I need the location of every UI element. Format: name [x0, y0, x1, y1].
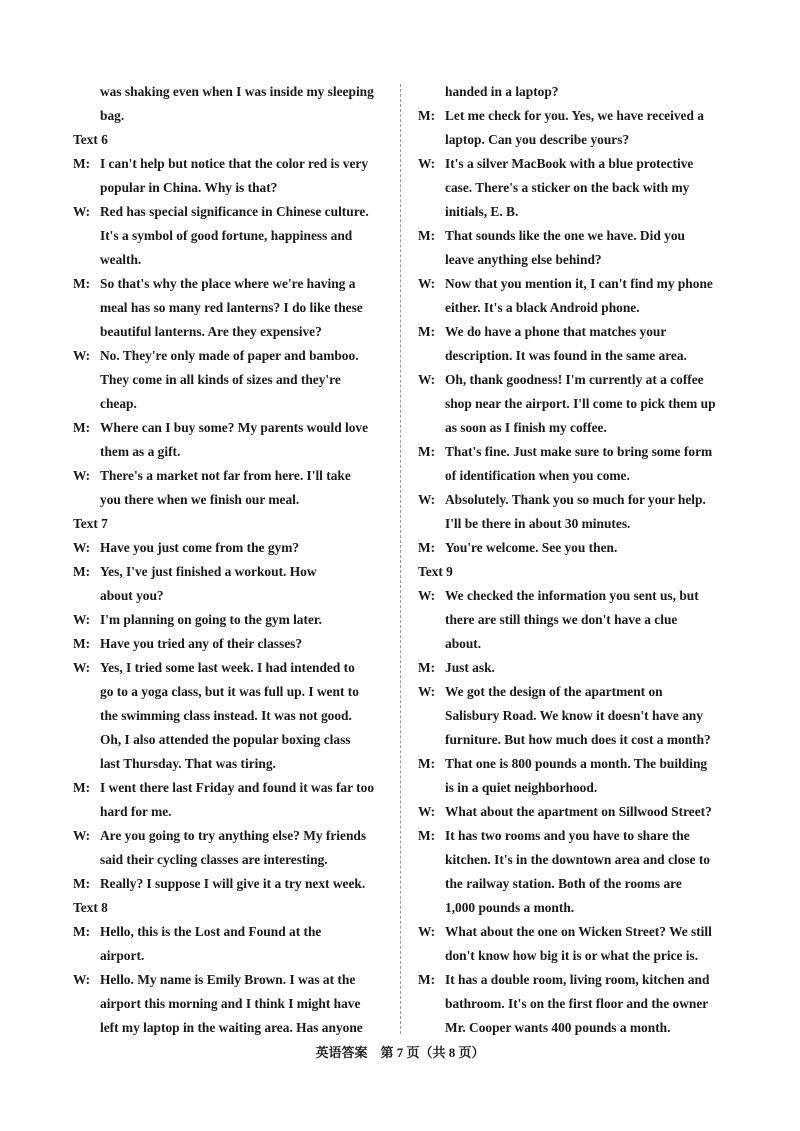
speaker-label: M:	[418, 660, 436, 675]
dialogue-continuation: Mr. Cooper wants 400 pounds a month.	[445, 1020, 671, 1035]
section-heading: Text 8	[73, 900, 108, 915]
dialogue-text: Absolutely. Thank you so much for your help.	[445, 492, 706, 507]
dialogue-continuation: shop near the airport. I'll come to pick them up	[445, 396, 716, 411]
speaker-label: W:	[73, 468, 91, 483]
dialogue-continuation: them as a gift.	[100, 444, 181, 459]
dialogue-line	[73, 536, 385, 560]
dialogue-line	[73, 152, 385, 176]
dialogue-line	[73, 272, 385, 296]
dialogue-text: Red has special significance in Chinese culture.	[100, 204, 369, 219]
dialogue-continuation: go to a yoga class, but it was full up. I went to	[100, 684, 359, 699]
dialogue-line	[73, 824, 385, 848]
dialogue-line	[73, 560, 385, 584]
dialogue-text: Oh, thank goodness! I'm currently at a coffee	[445, 372, 704, 387]
dialogue-line	[418, 920, 728, 944]
dialogue-text: Yes, I've just finished a workout. How	[100, 564, 317, 579]
dialogue-continuation: is in a quiet neighborhood.	[445, 780, 598, 795]
dialogue-line	[73, 656, 385, 680]
dialogue-text: That's fine. Just make sure to bring some form	[445, 444, 713, 459]
dialogue-line	[418, 584, 728, 608]
dialogue-line	[73, 776, 385, 800]
dialogue-continuation: hard for me.	[100, 804, 172, 819]
dialogue-line	[418, 152, 728, 176]
dialogue-continuation: left my laptop in the waiting area. Has anyone	[100, 1020, 363, 1035]
dialogue-continuation: the swimming class instead. It was not good.	[100, 708, 352, 723]
dialogue-text: I went there last Friday and found it was far too	[100, 780, 375, 795]
speaker-label: M:	[73, 420, 91, 435]
speaker-label: W:	[418, 588, 436, 603]
section-heading: Text 7	[73, 516, 108, 531]
dialogue-line	[418, 224, 728, 248]
speaker-label: W:	[418, 684, 436, 699]
dialogue-line	[418, 656, 728, 680]
dialogue-line	[418, 440, 728, 464]
dialogue-continuation: It's a symbol of good fortune, happiness and	[100, 228, 353, 243]
dialogue-line	[73, 632, 385, 656]
dialogue-continuation: about you?	[100, 588, 164, 603]
dialogue-text: Have you tried any of their classes?	[100, 636, 303, 651]
speaker-label: M:	[418, 444, 436, 459]
speaker-label: M:	[418, 828, 436, 843]
speaker-label: M:	[73, 636, 91, 651]
dialogue-line	[418, 536, 728, 560]
dialogue-continuation: don't know how big it is or what the price is.	[445, 948, 699, 963]
dialogue-line	[418, 368, 728, 392]
speaker-label: W:	[73, 660, 91, 675]
speaker-label: W:	[73, 612, 91, 627]
dialogue-continuation: last Thursday. That was tiring.	[100, 756, 276, 771]
dialogue-text: What about the apartment on Sillwood Street?	[445, 804, 712, 819]
dialogue-line	[418, 104, 728, 128]
dialogue-line	[418, 968, 728, 992]
dialogue-text: I'm planning on going to the gym later.	[100, 612, 322, 627]
speaker-label: W:	[418, 276, 436, 291]
dialogue-text: That sounds like the one we have. Did you	[445, 228, 685, 243]
dialogue-line	[73, 920, 385, 944]
speaker-label: W:	[418, 924, 436, 939]
dialogue-text: It has two rooms and you have to share the	[445, 828, 690, 843]
dialogue-text: Where can I buy some? My parents would love	[100, 420, 369, 435]
speaker-label: M:	[73, 564, 91, 579]
dialogue-continuation: laptop. Can you describe yours?	[445, 132, 630, 147]
dialogue-continuation: about.	[445, 636, 482, 651]
dialogue-continuation: airport this morning and I think I might have	[100, 996, 361, 1011]
dialogue-text: We checked the information you sent us, but	[445, 588, 699, 603]
dialogue-text: That one is 800 pounds a month. The building	[445, 756, 708, 771]
dialogue-text: Just ask.	[445, 660, 495, 675]
dialogue-continuation: case. There's a sticker on the back with my	[445, 180, 690, 195]
dialogue-text: What about the one on Wicken Street? We still	[445, 924, 712, 939]
speaker-label: M:	[418, 540, 436, 555]
dialogue-line	[73, 872, 385, 896]
dialogue-continuation: bathroom. It's on the first floor and the owner	[445, 996, 709, 1011]
dialogue-text: Now that you mention it, I can't find my phone	[445, 276, 713, 291]
dialogue-text: Are you going to try anything else? My friends	[100, 828, 367, 843]
speaker-label: W:	[73, 972, 91, 987]
dialogue-continuation: there are still things we don't have a clue	[445, 612, 678, 627]
dialogue-continuation: you there when we finish our meal.	[100, 492, 300, 507]
speaker-label: W:	[73, 348, 91, 363]
left-column	[73, 80, 385, 1040]
dialogue-continuation: handed in a laptop?	[445, 84, 559, 99]
dialogue-continuation: meal has so many red lanterns? I do like these	[100, 300, 363, 315]
dialogue-line	[418, 680, 728, 704]
dialogue-continuation: wealth.	[100, 252, 142, 267]
section-heading: Text 6	[73, 132, 108, 147]
section-heading: Text 9	[418, 564, 453, 579]
speaker-label: M:	[73, 156, 91, 171]
speaker-label: M:	[73, 876, 91, 891]
dialogue-continuation: was shaking even when I was inside my sleeping	[100, 84, 374, 99]
dialogue-continuation: leave anything else behind?	[445, 252, 602, 267]
dialogue-continuation: Salisbury Road. We know it doesn't have any	[445, 708, 703, 723]
dialogue-text: You're welcome. See you then.	[445, 540, 618, 555]
dialogue-line	[418, 800, 728, 824]
dialogue-line	[418, 320, 728, 344]
right-column	[418, 80, 728, 1040]
speaker-label: M:	[418, 228, 436, 243]
speaker-label: W:	[418, 156, 436, 171]
speaker-label: M:	[418, 108, 436, 123]
dialogue-line	[73, 200, 385, 224]
dialogue-continuation: of identification when you come.	[445, 468, 630, 483]
dialogue-continuation: cheap.	[100, 396, 137, 411]
dialogue-line	[73, 968, 385, 992]
speaker-label: W:	[73, 204, 91, 219]
speaker-label: M:	[73, 924, 91, 939]
dialogue-text: We got the design of the apartment on	[445, 684, 663, 699]
dialogue-text: I can't help but notice that the color red is very	[100, 156, 369, 171]
dialogue-text: It has a double room, living room, kitchen and	[445, 972, 710, 987]
dialogue-line	[73, 344, 385, 368]
dialogue-continuation: bag.	[100, 108, 125, 123]
speaker-label: W:	[73, 828, 91, 843]
speaker-label: M:	[418, 324, 436, 339]
speaker-label: M:	[418, 756, 436, 771]
dialogue-text: We do have a phone that matches your	[445, 324, 667, 339]
dialogue-continuation: either. It's a black Android phone.	[445, 300, 640, 315]
dialogue-text: Hello, this is the Lost and Found at the	[100, 924, 322, 939]
dialogue-continuation: initials, E. B.	[445, 204, 519, 219]
dialogue-continuation: Oh, I also attended the popular boxing class	[100, 732, 351, 747]
dialogue-text: Hello. My name is Emily Brown. I was at the	[100, 972, 356, 987]
dialogue-text: Yes, I tried some last week. I had intended to	[100, 660, 355, 675]
dialogue-text: Really? I suppose I will give it a try next week.	[100, 876, 366, 891]
dialogue-text: It's a silver MacBook with a blue protective	[445, 156, 694, 171]
speaker-label: M:	[73, 780, 91, 795]
speaker-label: W:	[418, 804, 436, 819]
dialogue-continuation: said their cycling classes are interesting.	[100, 852, 328, 867]
dialogue-continuation: the railway station. Both of the rooms are	[445, 876, 682, 891]
dialogue-text: There's a market not far from here. I'll take	[100, 468, 351, 483]
dialogue-line	[73, 608, 385, 632]
dialogue-continuation: furniture. But how much does it cost a month?	[445, 732, 711, 747]
dialogue-line	[73, 416, 385, 440]
dialogue-continuation: 1,000 pounds a month.	[445, 900, 575, 915]
dialogue-text: So that's why the place where we're having a	[100, 276, 356, 291]
dialogue-line	[418, 488, 728, 512]
speaker-label: W:	[418, 492, 436, 507]
speaker-label: M:	[73, 276, 91, 291]
page-footer: 英语答案 第 7 页（共 8 页）	[315, 1045, 485, 1060]
column-divider	[400, 84, 401, 1034]
speaker-label: W:	[418, 372, 436, 387]
dialogue-text: Have you just come from the gym?	[100, 540, 300, 555]
dialogue-continuation: airport.	[100, 948, 145, 963]
speaker-label: W:	[73, 540, 91, 555]
dialogue-text: Let me check for you. Yes, we have received a	[445, 108, 704, 123]
dialogue-continuation: description. It was found in the same area.	[445, 348, 687, 363]
dialogue-line	[418, 272, 728, 296]
dialogue-continuation: popular in China. Why is that?	[100, 180, 278, 195]
dialogue-line	[73, 464, 385, 488]
dialogue-line	[418, 752, 728, 776]
dialogue-continuation: beautiful lanterns. Are they expensive?	[100, 324, 322, 339]
dialogue-line	[418, 824, 728, 848]
dialogue-continuation: They come in all kinds of sizes and they're	[100, 372, 341, 387]
dialogue-continuation: kitchen. It's in the downtown area and close to	[445, 852, 710, 867]
dialogue-continuation: as soon as I finish my coffee.	[445, 420, 607, 435]
dialogue-text: No. They're only made of paper and bamboo.	[100, 348, 359, 363]
speaker-label: M:	[418, 972, 436, 987]
dialogue-continuation: I'll be there in about 30 minutes.	[445, 516, 631, 531]
